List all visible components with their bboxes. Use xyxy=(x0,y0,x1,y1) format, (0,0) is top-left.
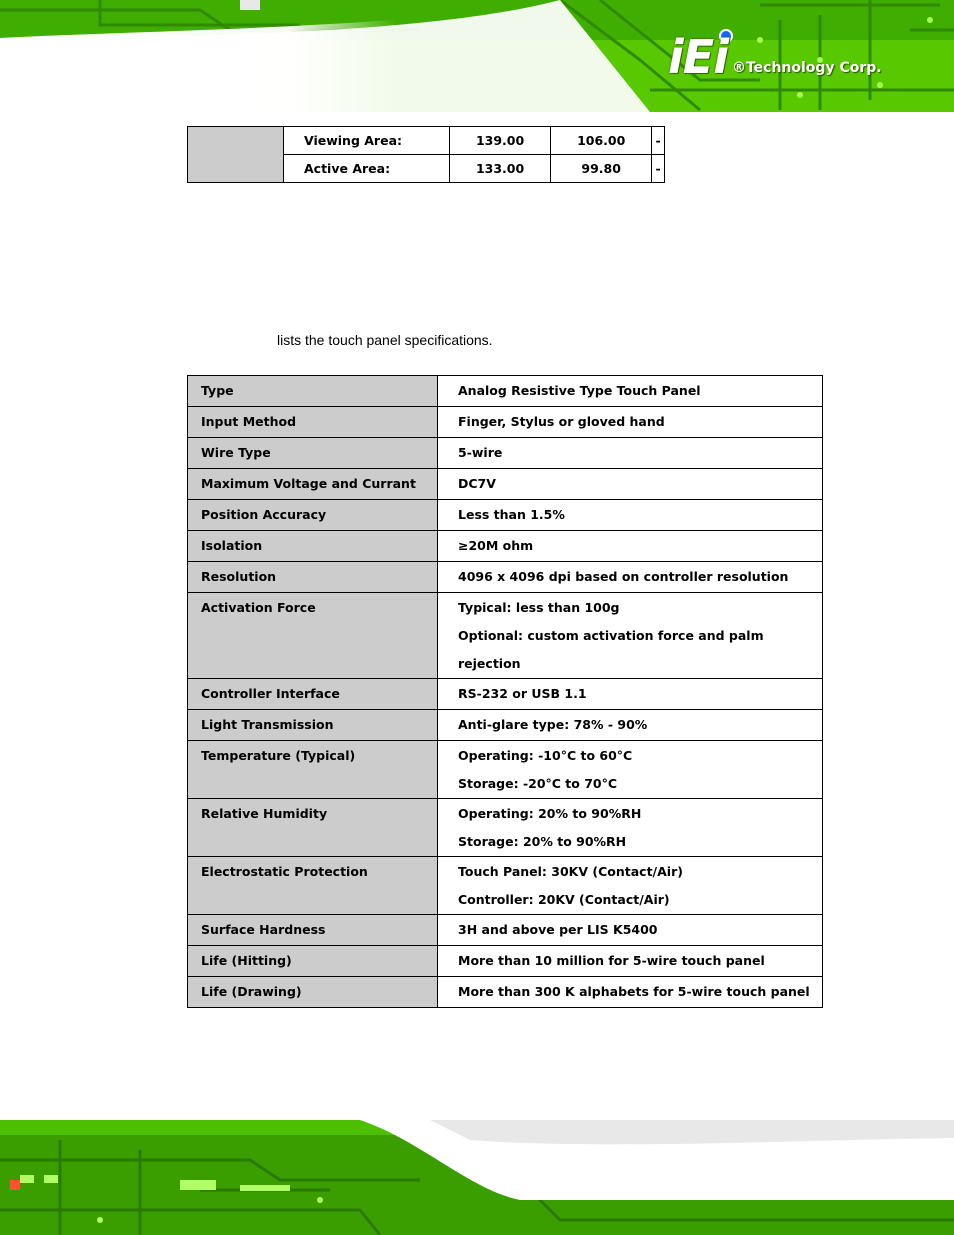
table-row xyxy=(188,679,823,710)
iei-logo: iEi xyxy=(668,30,728,84)
spec-name-cell: Relative Humidity xyxy=(188,799,438,857)
brand-name: ®Technology Corp. xyxy=(731,60,882,76)
table-row xyxy=(188,531,823,562)
intro-paragraph: lists the touch panel specifications. xyxy=(277,332,493,348)
spec-value-cell xyxy=(438,376,823,407)
dimension-value: 106.00 xyxy=(551,127,652,155)
spec-name-cell: Temperature (Typical) xyxy=(188,741,438,799)
spec-value-line: More than 10 million for 5-wire touch panel xyxy=(458,953,765,968)
spec-value-cell xyxy=(438,500,823,531)
brand-logo-group xyxy=(668,28,882,84)
spec-value-line: Storage: 20% to 90%RH xyxy=(458,834,627,849)
spec-value-line: 5-wire xyxy=(458,445,503,460)
dimension-value: - xyxy=(652,127,665,155)
spec-value-cell xyxy=(438,469,823,500)
table-row xyxy=(188,407,823,438)
spec-value-line: Controller: 20KV (Contact/Air) xyxy=(458,892,670,907)
touch-panel-spec-table xyxy=(187,375,823,1008)
dimension-value: - xyxy=(652,155,665,183)
dimension-value: 99.80 xyxy=(551,155,652,183)
spec-name-cell: Maximum Voltage and Currant xyxy=(188,469,438,500)
dimension-value: 133.00 xyxy=(450,155,551,183)
spec-value-cell xyxy=(438,915,823,946)
spec-value-line: 3H and above per LIS K5400 xyxy=(458,922,658,937)
spec-value-line: Typical: less than 100g xyxy=(458,600,620,615)
dimension-label: Active Area: xyxy=(284,155,450,183)
spec-value-line: Analog Resistive Type Touch Panel xyxy=(458,383,701,398)
table-row xyxy=(188,500,823,531)
spec-name-cell: Input Method xyxy=(188,407,438,438)
header-circuit-banner xyxy=(0,0,954,112)
spec-name-cell: Life (Drawing) xyxy=(188,977,438,1008)
table-row xyxy=(188,799,823,857)
spec-name-cell: Activation Force xyxy=(188,593,438,679)
spec-name-cell: Controller Interface xyxy=(188,679,438,710)
spec-value-cell xyxy=(438,407,823,438)
spec-value-line: Operating: -10°C to 60°C xyxy=(458,748,633,763)
spec-value-cell xyxy=(438,562,823,593)
spec-name-cell: Electrostatic Protection xyxy=(188,857,438,915)
spec-value-cell xyxy=(438,679,823,710)
table-row xyxy=(188,469,823,500)
footer-circuit-banner xyxy=(0,1120,954,1235)
spec-value-line: 4096 x 4096 dpi based on controller resolution xyxy=(458,569,789,584)
dimension-label: Viewing Area: xyxy=(284,127,450,155)
table-row xyxy=(188,593,823,679)
merged-label-cell xyxy=(188,127,284,183)
spec-name-cell: Type xyxy=(188,376,438,407)
table-row xyxy=(188,915,823,946)
table-row xyxy=(188,857,823,915)
spec-value-line: Operating: 20% to 90%RH xyxy=(458,806,642,821)
circuit-board-graphic xyxy=(0,1120,954,1235)
table-row xyxy=(188,977,823,1008)
spec-name-cell: Surface Hardness xyxy=(188,915,438,946)
table-row xyxy=(188,710,823,741)
spec-value-line: Finger, Stylus or gloved hand xyxy=(458,414,665,429)
spec-value-line: Storage: -20°C to 70°C xyxy=(458,776,618,791)
spec-name-cell: Position Accuracy xyxy=(188,500,438,531)
spec-value-line: DC7V xyxy=(458,476,496,491)
spec-name-cell: Resolution xyxy=(188,562,438,593)
spec-value-line: RS-232 or USB 1.1 xyxy=(458,686,587,701)
table-row xyxy=(188,946,823,977)
spec-value-line: More than 300 K alphabets for 5-wire touch panel xyxy=(458,984,810,999)
spec-value-cell xyxy=(438,857,823,915)
spec-value-cell xyxy=(438,799,823,857)
dimensions-table xyxy=(187,126,665,183)
table-row xyxy=(188,562,823,593)
table-row xyxy=(188,438,823,469)
spec-name-cell: Wire Type xyxy=(188,438,438,469)
spec-name-cell: Isolation xyxy=(188,531,438,562)
table-row xyxy=(188,127,665,155)
spec-value-cell xyxy=(438,977,823,1008)
spec-value-line: Optional: custom activation force and palm xyxy=(458,628,764,643)
table-row xyxy=(188,376,823,407)
spec-value-cell xyxy=(438,531,823,562)
spec-value-line: Anti-glare type: 78% - 90% xyxy=(458,717,648,732)
spec-value-cell xyxy=(438,710,823,741)
spec-value-cell xyxy=(438,946,823,977)
spec-name-cell: Light Transmission xyxy=(188,710,438,741)
dimension-value: 139.00 xyxy=(450,127,551,155)
spec-value-line: rejection xyxy=(458,656,521,671)
spec-value-cell xyxy=(438,438,823,469)
spec-value-line: ≥20M ohm xyxy=(458,538,534,553)
table-row xyxy=(188,741,823,799)
spec-value-cell xyxy=(438,593,823,679)
spec-name-cell: Life (Hitting) xyxy=(188,946,438,977)
spec-value-line: Less than 1.5% xyxy=(458,507,565,522)
spec-value-line: Touch Panel: 30KV (Contact/Air) xyxy=(458,864,683,879)
spec-value-cell xyxy=(438,741,823,799)
